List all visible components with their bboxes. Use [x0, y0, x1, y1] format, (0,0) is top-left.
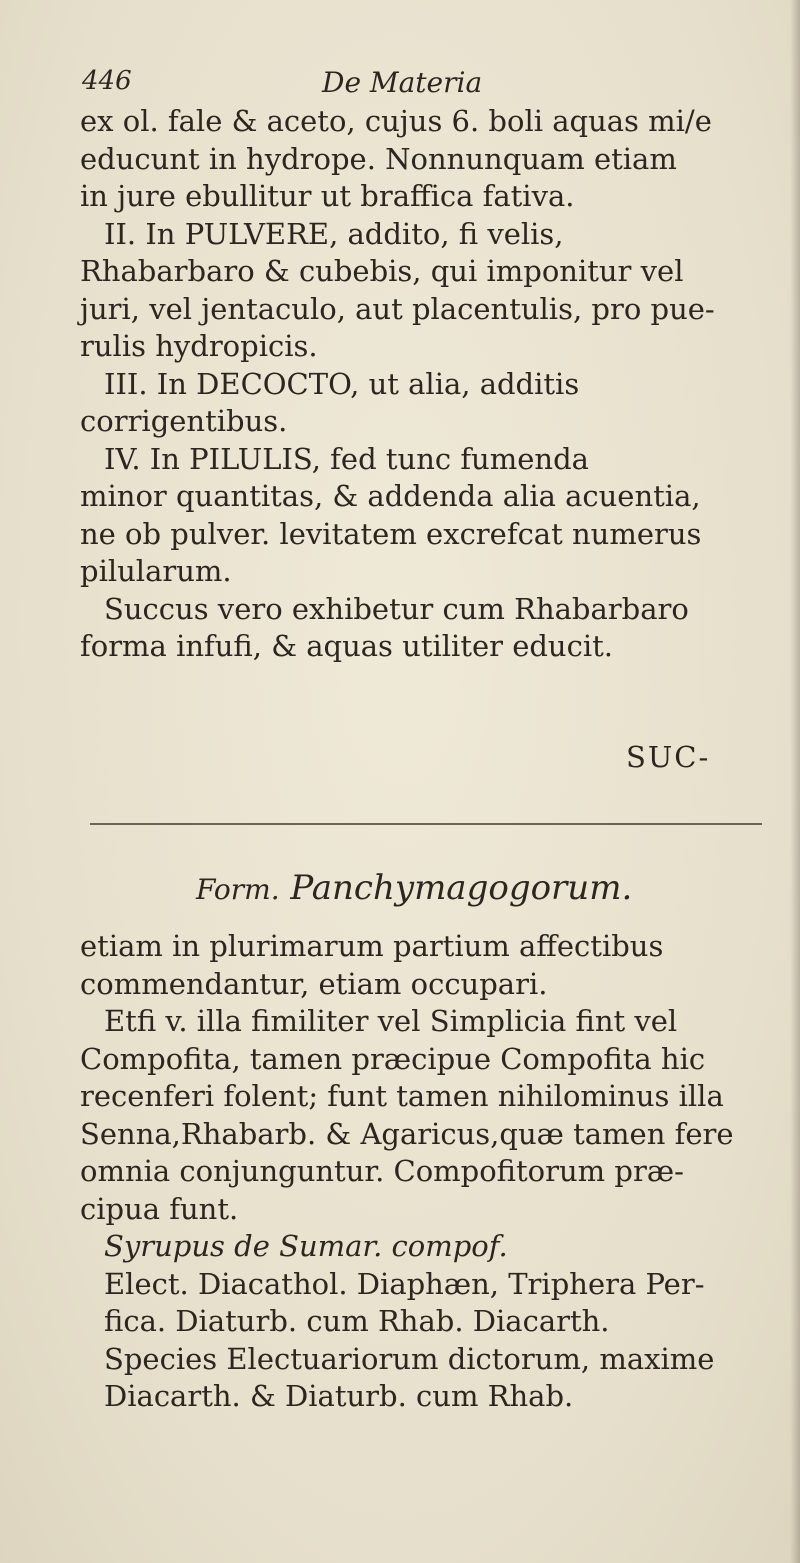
catchword: SUC- — [626, 740, 711, 774]
text-line-species: Species Electuariorum dictorum, maxime — [104, 1341, 715, 1376]
text-line-succus: Succus vero exhibetur cum Rhabarbaro — [104, 591, 689, 626]
text-line: Compofita, tamen præcipue Compofita hic — [80, 1041, 706, 1076]
top-text-block — [80, 103, 760, 666]
text-line: juri, vel jentaculo, aut placentulis, pro pue- — [80, 291, 715, 326]
text-line: ex ol. fale & aceto, cujus 6. boli aquas mi/e — [80, 104, 712, 138]
section-divider — [90, 823, 762, 825]
section-title-main: Panchymagogorum. — [290, 868, 633, 908]
text-line: etiam in plurimarum partium affectibus — [80, 929, 664, 963]
text-line: minor quantitas, & addenda alia acuentia, — [80, 479, 701, 513]
text-line: pilularum. — [80, 554, 232, 588]
text-line: commendantur, etiam occupari. — [80, 966, 548, 1001]
text-line: omnia conjunguntur. Compofitorum præ- — [80, 1154, 684, 1188]
text-line: educunt in hydrope. Nonnunquam etiam — [80, 141, 677, 176]
text-line: Etfi v. illa fimiliter vel Simplicia fint vel — [104, 1004, 678, 1038]
page-number: 446 — [82, 66, 132, 96]
section-title — [196, 868, 632, 908]
text-line: forma infufi, & aquas utiliter educit. — [80, 629, 614, 663]
section-title-prefix: Form. — [196, 873, 280, 906]
text-line: in jure ebullitur ut braffica fativa. — [80, 179, 575, 213]
page-spine-shadow — [790, 0, 800, 1563]
text-line: fica. Diaturb. cum Rhab. Diacarth. — [104, 1304, 610, 1338]
text-line-pilulis: IV. In PILULIS, fed tunc fumenda — [104, 441, 589, 476]
text-line: ne ob pulver. levitatem excrefcat numerus — [80, 516, 702, 551]
text-line: corrigentibus. — [80, 404, 288, 438]
text-line-decocto: III. In DECOCTO, ut alia, additis — [104, 366, 580, 401]
text-line-syrupus: Syrupus de Sumar. compof. — [104, 1229, 508, 1263]
text-line: Rhabarbaro & cubebis, qui imponitur vel — [80, 254, 684, 288]
text-line: rulis hydropicis. — [80, 329, 318, 363]
text-line: recenferi folent; funt tamen nihilominus illa — [80, 1079, 724, 1113]
text-line: cipua funt. — [80, 1191, 239, 1226]
running-head: De Materia — [322, 66, 483, 99]
text-line-pulvere: II. In PULVERE, addito, fi velis, — [104, 216, 564, 251]
text-line-elect: Elect. Diacathol. Diaphæn, Triphera Per- — [104, 1266, 705, 1301]
text-line: Diacarth. & Diaturb. cum Rhab. — [104, 1379, 574, 1413]
page-header — [82, 66, 722, 106]
bottom-text-block — [80, 928, 760, 1416]
text-line: Senna,Rhabarb. & Agaricus,quæ tamen fere — [80, 1116, 734, 1151]
